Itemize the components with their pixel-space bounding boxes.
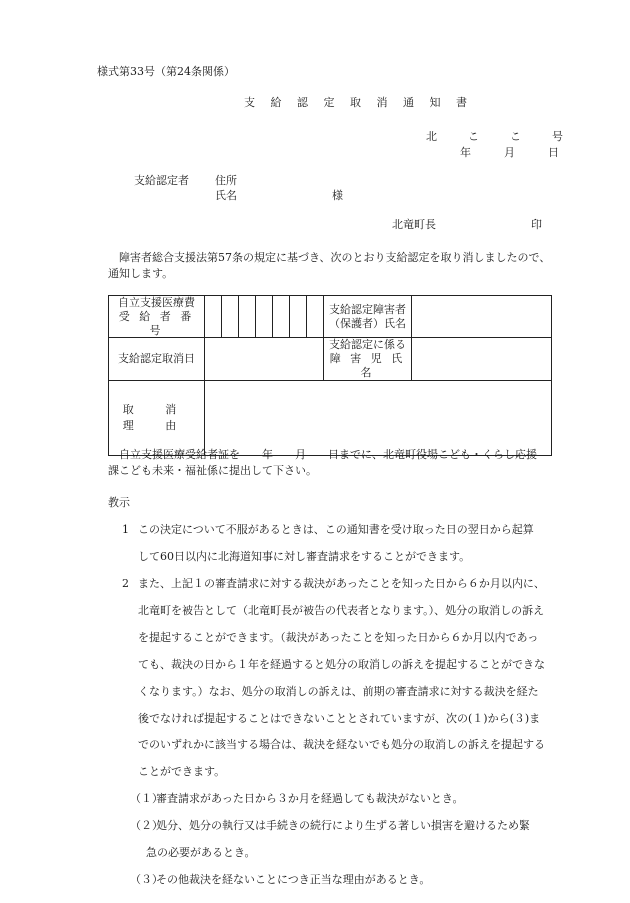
instructions-heading: 教示 — [108, 496, 130, 509]
cert-number-digit-5[interactable] — [273, 296, 290, 338]
instruction-subitem-2 — [108, 818, 574, 861]
cert-number-digit-2[interactable] — [222, 296, 239, 338]
table-row-cancel-date — [109, 338, 552, 380]
cert-number-digit-6[interactable] — [290, 296, 307, 338]
seal-mark: 印 — [531, 218, 542, 231]
instruction-item-2-line-2: 北竜町を被告として（北竜町長が被告の代表者となります。）、処分の取消しの訴え — [138, 603, 545, 617]
holder-name-label-line-1: 支給認定障害者 — [329, 302, 406, 316]
reason-field[interactable] — [205, 380, 552, 455]
instruction-subitem-2-number: （２） — [130, 819, 163, 833]
instruction-item-1-number: 1 — [122, 522, 129, 536]
date-year: 年 — [460, 146, 471, 159]
cert-number-digit-1[interactable] — [205, 296, 222, 338]
child-name-label-line-2: 障 害 児 氏 名 — [329, 352, 406, 379]
instruction-item-2-line-7: でのいずれかに該当する場合は、裁決を経ないでも処分の取消しの訴えを提起する — [138, 738, 545, 752]
date-month: 月 — [504, 146, 515, 159]
instruction-item-2-line-3: を提起することができます。（裁決があったことを知った日から６か月以内であっ — [138, 630, 539, 644]
cert-number-label — [109, 296, 205, 338]
form-number: 様式第33号（第24条関係） — [97, 65, 235, 78]
cancel-date-field[interactable] — [205, 338, 324, 380]
instruction-subitem-1-text: 審査請求があった日から３か月を経過しても裁決がないとき。 — [156, 792, 464, 806]
return-notice-line-1: 自立支援医療受給者証を 年 月 日までに、北竜町役場こども・くらし応援 — [119, 448, 537, 461]
instruction-subitem-3-text: その他裁決を経ないことにつき正当な理由があるとき。 — [156, 873, 431, 887]
instruction-item-1-line-1: この決定について不服があるときは、この通知書を受け取った日の翌日から起算 — [138, 522, 534, 536]
instruction-item-2-line-4: ても、裁決の日から１年を経過すると処分の取消しの訴えを提起することができな — [138, 657, 545, 671]
cancel-date-label: 支給認定取消日 — [109, 338, 205, 380]
instruction-item-1 — [108, 522, 574, 565]
child-name-field[interactable] — [412, 338, 552, 380]
instruction-item-2-line-5: くなります。）なお、処分の取消しの訴えは、前期の審査請求に対する裁決を経た — [138, 684, 539, 698]
certificate-table — [108, 295, 552, 456]
cert-number-label-line-1: 自立支援医療費 — [118, 296, 195, 309]
intro-line-2: 通知します。 — [108, 266, 174, 280]
table-row-reason — [109, 380, 552, 455]
return-notice — [108, 447, 576, 479]
instruction-item-2-line-8: ことができます。 — [138, 765, 226, 779]
reason-label: 取 消 理 由 — [109, 380, 205, 455]
issuer-name: 北竜町長 — [392, 218, 436, 231]
document-number — [426, 129, 563, 145]
recipient-name-label: 氏名 — [215, 189, 237, 202]
child-name-label-line-1: 支給認定に係る — [329, 338, 406, 352]
instructions-section — [108, 495, 574, 899]
child-name-label — [324, 338, 412, 380]
holder-name-field[interactable] — [412, 296, 552, 338]
instruction-subitem-3-number: （３） — [130, 873, 163, 887]
instruction-subitem-1-number: （１） — [130, 792, 163, 806]
recipient-label: 支給認定者 — [134, 174, 189, 187]
intro-line-1: 障害者総合支援法第57条の規定に基づき、次のとおり支給認定を取り消しましたので、 — [119, 251, 551, 264]
instruction-subitem-3 — [108, 872, 574, 888]
table-row-cert-number — [109, 296, 552, 338]
cert-number-digit-7[interactable] — [307, 296, 324, 338]
date-day: 日 — [548, 146, 559, 159]
instruction-item-1-line-2: して60日以内に北海道知事に対し審査請求をすることができます。 — [138, 549, 471, 563]
number-suffix: 号 — [552, 130, 563, 143]
instruction-item-2-number: 2 — [122, 576, 129, 590]
instruction-item-2-line-1: また、上記１の審査請求に対する裁決があったことを知った日から６か月以内に、 — [138, 576, 545, 590]
cert-number-label-line-2: 受 給 者 番 号 — [118, 309, 195, 337]
instruction-item-2 — [108, 576, 574, 781]
number-prefix: 北 — [426, 130, 437, 143]
issue-date — [460, 145, 559, 161]
cert-number-digit-4[interactable] — [256, 296, 273, 338]
cert-number-digit-3[interactable] — [239, 296, 256, 338]
document-title: 支 給 認 定 取 消 通 知 書 — [244, 96, 473, 109]
instruction-subitem-2-line-2: 急の必要があるとき。 — [146, 846, 256, 860]
instruction-item-2-line-6: 後でなければ提起することはできないこととされていますが、次の(１)から(３)ま — [138, 711, 541, 725]
recipient-address-label: 住所 — [215, 174, 237, 187]
holder-name-label-line-2: （保護者）氏名 — [329, 316, 406, 330]
holder-name-label — [324, 296, 412, 338]
intro-paragraph — [108, 250, 572, 282]
instruction-subitem-2-line-1: 処分、処分の執行又は手続きの続行により生ずる著しい損害を避けるため緊 — [156, 819, 530, 833]
number-placeholder-1: こ — [468, 130, 479, 143]
instruction-subitem-1 — [108, 791, 574, 807]
number-placeholder-2: こ — [510, 130, 521, 143]
recipient-honorific: 様 — [332, 189, 343, 202]
return-notice-line-2: 課こども未来・福祉係に提出して下さい。 — [108, 463, 317, 477]
